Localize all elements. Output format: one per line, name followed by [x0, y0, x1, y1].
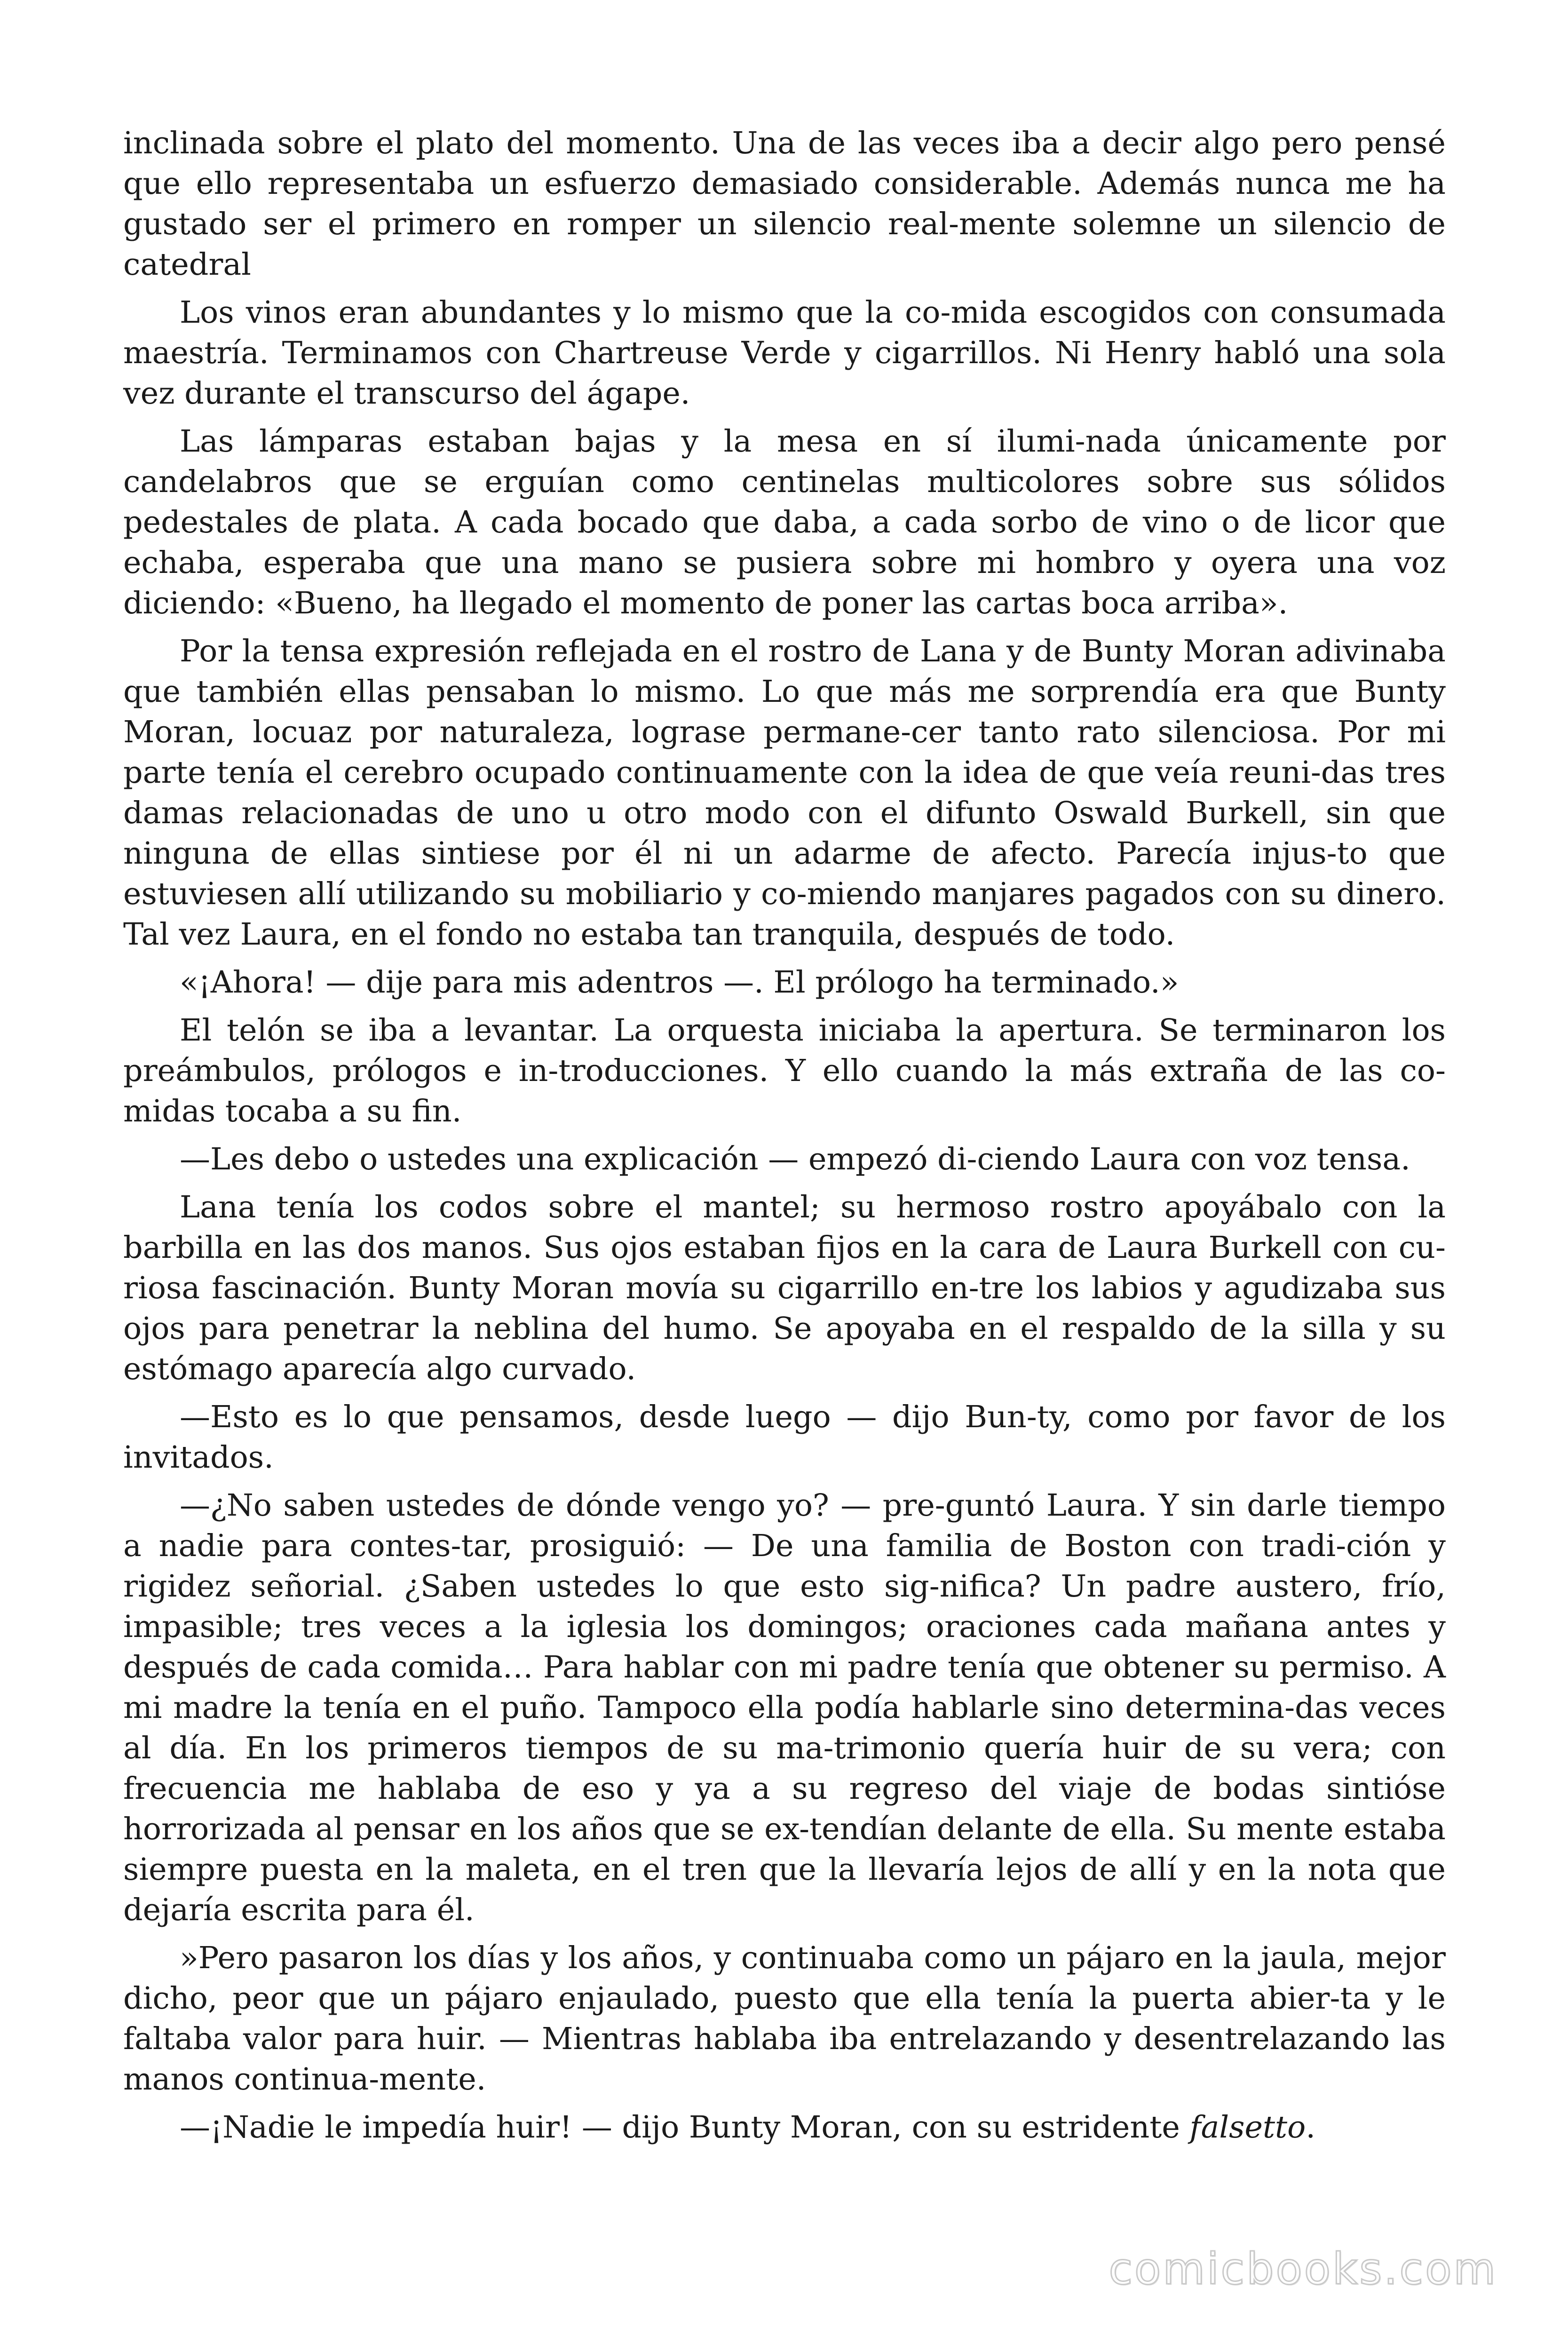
paragraph: —Esto es lo que pensamos, desde luego — dijo Bun-ty, como por favor de los invitados.	[123, 1399, 1446, 1475]
watermark: comicbooks.com	[1109, 2244, 1497, 2294]
paragraph: Las lámparas estaban bajas y la mesa en sí ilumi-nada únicamente por candelabros que se erguían como centinelas multicolores sobre sus sólidos pedestales de plata. A cada bocado que daba, a cada sorbo de vino o de licor que echaba, esperaba que una mano se pusiera sobre mi hombro y oyera una voz diciendo: «Bueno, ha llegado el momento de poner las cartas boca arriba».	[123, 424, 1446, 621]
paragraph: »Pero pasaron los días y los años, y continuaba como un pájaro en la jaula, mejor dicho, peor que un pájaro enjaulado, puesto que ella tenía la puerta abier-ta y le faltaba valor para huir. — Mientras hablaba iba entrelazando y desentrelazando las manos continua-mente.	[123, 1940, 1446, 2097]
paragraph: Los vinos eran abundantes y lo mismo que la co-mida escogidos con consumada maestría. Terminamos con Chartreuse Verde y cigarrillos. Ni Henry habló una sola vez durante el transcurso del ágape.	[123, 295, 1446, 411]
paragraph: inclinada sobre el plato del momento. Una de las veces iba a decir algo pero pensé que ello representaba un esfuerzo demasiado considerable. Además nunca me ha gustado ser el primero en romper un silencio real-mente solemne un silencio de catedral	[123, 126, 1446, 282]
paragraph: —Les debo o ustedes una explicación — empezó di-ciendo Laura con voz tensa.	[180, 1142, 1410, 1177]
paragraph-last	[123, 2107, 1446, 2148]
paragraph-last-end: .	[1306, 2110, 1315, 2145]
body-text	[123, 123, 1446, 2155]
paragraph: «¡Ahora! — dije para mis adentros —. El prólogo ha terminado.»	[180, 965, 1179, 1000]
paragraph: Lana tenía los codos sobre el mantel; su hermoso rostro apoyábalo con la barbilla en las dos manos. Sus ojos estaban fijos en la cara de Laura Burkell con cu-riosa fascinación. Bunty Moran movía su cigarrillo en-tre los labios y agudizaba sus ojos para penetrar la neblina del humo. Se apoyaba en el respaldo de la silla y su estómago aparecía algo curvado.	[123, 1190, 1446, 1387]
paragraph: El telón se iba a levantar. La orquesta iniciaba la apertura. Se terminaron los preámbulos, prólogos e in-troducciones. Y ello cuando la más extraña de las co-midas tocaba a su fin.	[123, 1013, 1446, 1129]
paragraph: —¿No saben ustedes de dónde vengo yo? — pre-guntó Laura. Y sin darle tiempo a nadie para contes-tar, prosiguió: — De una familia de Boston con tradi-ción y rigidez señorial. ¿Saben ustedes lo que esto sig-nifica? Un padre austero, frío, impasible; tres veces a la iglesia los domingos; oraciones cada mañana antes y después de cada comida… Para hablar con mi padre tenía que obtener su permiso. A mi madre la tenía en el puño. Tampoco ella podía hablarle sino determina-das veces al día. En los primeros tiempos de su ma-trimonio quería huir de su vera; con frecuencia me hablaba de eso y ya a su regreso del viaje de bodas sintióse horrorizada al pensar en los años que se ex-tendían delante de ella. Su mente estaba siempre puesta en la maleta, en el tren que la llevaría lejos de allí y en la nota que dejaría escrita para él.	[123, 1488, 1446, 1928]
paragraph: Por la tensa expresión reflejada en el rostro de Lana y de Bunty Moran adivinaba que también ellas pensaban lo mismo. Lo que más me sorprendía era que Bunty Moran, locuaz por naturaleza, lograse permane-cer tanto rato silenciosa. Por mi parte tenía el cerebro ocupado continuamente con la idea de que veía reuni-das tres damas relacionadas de uno u otro modo con el difunto Oswald Burkell, sin que ninguna de ellas sintiese por él ni un adarme de afecto. Parecía injus-to que estuviesen allí utilizando su mobiliario y co-miendo manjares pagados con su dinero. Tal vez Laura, en el fondo no estaba tan tranquila, después de todo.	[123, 634, 1446, 952]
italic-word: falsetto	[1189, 2110, 1306, 2145]
paragraph-last-text: —¡Nadie le impedía huir! — dijo Bunty Moran, con su estridente	[180, 2110, 1190, 2145]
